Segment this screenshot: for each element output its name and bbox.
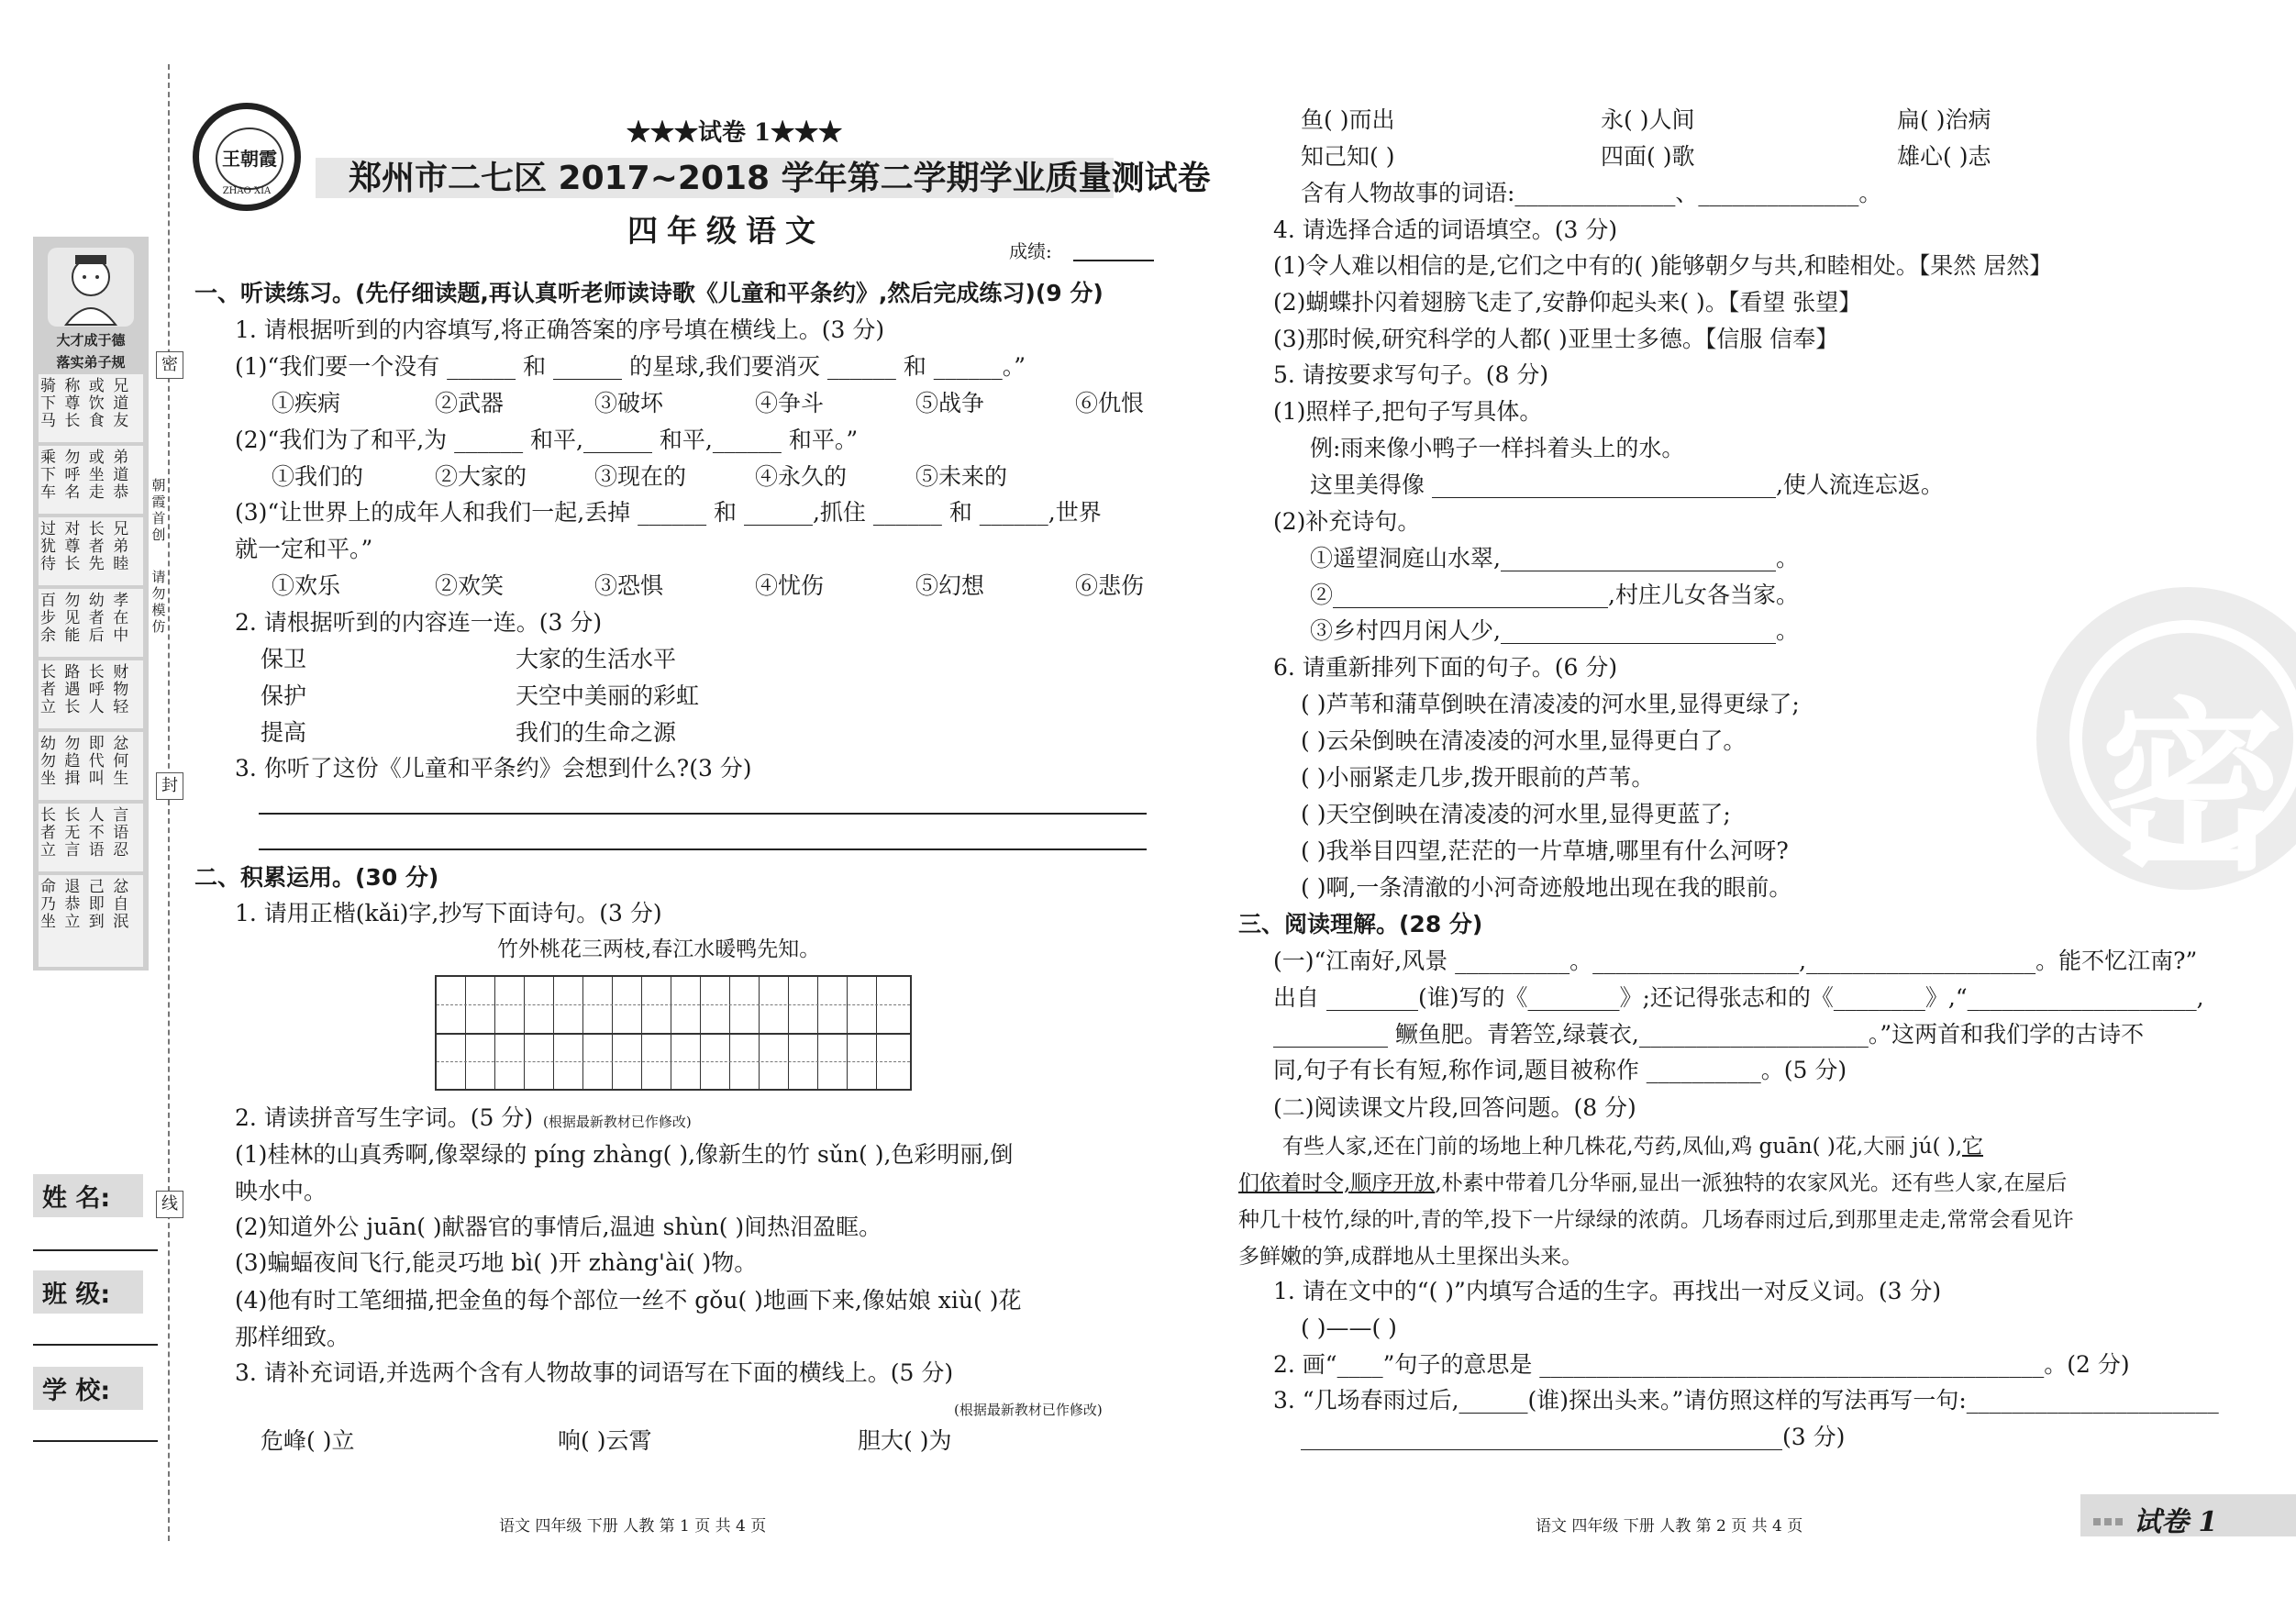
reading-1-line-1: (一)“江南好,风景 __________。__________________,____________________。能不忆江南?”	[1273, 948, 2198, 974]
option: ④争斗	[755, 390, 825, 416]
sidebar-verse: 过 对 长 兄 犹 尊 者 弟 待 长 先 睦	[39, 517, 143, 585]
reading-2-title: (二)阅读课文片段,回答问题。(8 分)	[1273, 1094, 1636, 1121]
idiom-blank[interactable]: 四面( )歌	[1601, 143, 1695, 170]
option: ①我们的	[272, 463, 364, 490]
question-2-4: 4. 请选择合适的词语填空。(3 分)	[1273, 216, 1618, 243]
decor-dots	[2093, 1512, 2126, 1529]
logo-text: 王朝霞	[216, 128, 283, 190]
score-field[interactable]	[1073, 260, 1154, 261]
paper-tag: ★★★试卷 1★★★	[627, 119, 843, 147]
match-left[interactable]: 保卫	[261, 646, 307, 672]
question-2-2-a: (1)桂林的山真秀啊,像翠绿的 píng zhàng( ),像新生的竹 sǔn( ),色彩明丽,倒	[235, 1141, 1014, 1168]
question-2-2-c: (3)蝙蝠夜间飞行,能灵巧地 bì( )开 zhàng'ài( )物。	[235, 1249, 758, 1276]
option: ②武器	[435, 390, 505, 416]
name-field[interactable]	[33, 1249, 158, 1251]
passage-line-3: 种几十枝竹,绿的叶,青的竿,投下一片绿绿的浓荫。几场春雨过后,到那里走走,常常会看见许	[1238, 1208, 2074, 1232]
question-2-3: 3. 请补充词语,并选两个含有人物故事的词语写在下面的横线上。(5 分)	[235, 1359, 954, 1386]
note: (根据最新教材已作修改)	[954, 1402, 1103, 1418]
idiom-blank[interactable]: 响( )云霄	[558, 1427, 652, 1454]
question-2-5-b: (2)补充诗句。	[1273, 508, 1421, 535]
question-2-2-b: (2)知道外公 juān( )献器官的事情后,温迪 shùn( )间热泪盈眶。	[235, 1214, 882, 1240]
reorder-item[interactable]: ( )啊,一条清澈的小河奇迹般地出现在我的眼前。	[1301, 874, 1792, 901]
class-label: 班 级:	[33, 1270, 143, 1314]
reading-1-line-3: __________ 鳜鱼肥。青箬笠,绿蓑衣,____________________。”这两首和我们学的古诗不	[1273, 1021, 2145, 1048]
option: ①疾病	[272, 390, 341, 416]
sidebar-verse: 骑 称 或 兄 下 尊 饮 道 马 长 食 友	[39, 374, 143, 442]
story-idioms-line[interactable]: 含有人物故事的词语:______________、______________。	[1301, 180, 1882, 206]
school-field[interactable]	[33, 1440, 158, 1442]
reorder-item[interactable]: ( )芦苇和蒲草倒映在清凌凌的河水里,显得更绿了;	[1301, 691, 1800, 717]
option: ⑥仇恨	[1075, 390, 1145, 416]
section-2-title: 二、积累运用。(30 分)	[194, 864, 439, 891]
sidebar-verse: 百 勿 幼 孝 步 见 者 在 余 能 后 中	[39, 589, 143, 657]
class-field[interactable]	[33, 1344, 158, 1346]
reading-question-3[interactable]: 3. “几场春雨过后,______(谁)探出头来。”请仿照这样的写法再写一句:______________________	[1273, 1387, 2219, 1414]
question-1-1: 1. 请根据听到的内容填写,将正确答案的序号填在横线上。(3 分)	[235, 316, 885, 343]
underlined-sentence: 它	[1962, 1135, 1984, 1159]
antonym-blanks[interactable]: ( )——( )	[1301, 1314, 1397, 1341]
seal-mark-3: 线	[156, 1191, 183, 1218]
idiom-blank[interactable]: 永( )人间	[1601, 106, 1695, 133]
option: ③现在的	[594, 463, 687, 490]
reading-question-3-line[interactable]: __________________________________________(3 分)	[1301, 1424, 1846, 1450]
stamp-character: 密	[2101, 682, 2285, 896]
question-2-4-b: (2)蝴蝶扑闪着翅膀飞走了,安静仰起头来( )。【看望 张望】	[1273, 289, 1862, 316]
question-2-5: 5. 请按要求写句子。(8 分)	[1273, 361, 1549, 388]
match-right[interactable]: 我们的生命之源	[516, 719, 677, 746]
poem-line: 竹外桃花三两枝,春江水暖鸭先知。	[497, 937, 821, 961]
logo-subtext: ZHAO XIA	[222, 186, 272, 196]
question-2-2-d: (4)他有时工笔细描,把金鱼的每个部位一丝不 gǒu( )地画下来,像姑娘 xiù( )花	[235, 1287, 1022, 1314]
reading-question-2[interactable]: 2. 画“____”句子的意思是 ____________________________________________。(2 分)	[1273, 1351, 2130, 1378]
question-2-6: 6. 请重新排列下面的句子。(6 分)	[1273, 654, 1618, 681]
question-2-5-a: (1)照样子,把句子写具体。	[1273, 398, 1543, 425]
sidebar-verse: 乘 勿 或 弟 下 呼 坐 道 车 名 走 恭	[39, 446, 143, 514]
footer-left: 语文 四年级 下册 人教 第 1 页 共 4 页	[499, 1517, 767, 1536]
sidebar-motto-1: 大才成于德	[56, 332, 126, 349]
option: ⑤战争	[915, 390, 985, 416]
question-1-1-c-cont: 就一定和平。”	[235, 536, 373, 562]
option: ①欢乐	[272, 572, 341, 599]
idiom-blank[interactable]: 扁( )治病	[1897, 106, 1991, 133]
match-right[interactable]: 天空中美丽的彩虹	[516, 682, 700, 709]
school-label: 学 校:	[33, 1367, 143, 1410]
question-1-1-b: (2)“我们为了和平,为 ______ 和平,______ 和平,______ 和平。”	[235, 427, 859, 453]
binding-line	[168, 64, 170, 1541]
passage-text: 有些人家,还在门前的场地上种几株花,芍药,凤仙,鸡 guān( )花,大丽 jú( ),	[1282, 1135, 1963, 1159]
reading-1-line-4: 同,句子有长有短,称作词,题目被称作 __________。(5 分)	[1273, 1057, 1847, 1083]
vertical-note-2: 请勿模仿	[151, 569, 166, 635]
match-right[interactable]: 大家的生活水平	[516, 646, 677, 672]
question-2-1: 1. 请用正楷(kǎi)字,抄写下面诗句。(3 分)	[235, 900, 662, 926]
answer-line[interactable]	[259, 848, 1147, 850]
sidebar-verse: 幼 勿 即 忿 勿 趋 代 何 坐 揖 叫 生	[39, 732, 143, 800]
reorder-item[interactable]: ( )小丽紧走几步,拨开眼前的芦苇。	[1301, 764, 1655, 791]
match-left[interactable]: 保护	[261, 682, 307, 709]
scholar-illustration	[48, 248, 134, 327]
reorder-item[interactable]: ( )云朵倒映在清凌凌的河水里,显得更白了。	[1301, 727, 1747, 754]
question-2-2: 2. 请读拼音写生字词。(5 分)	[235, 1104, 534, 1131]
vertical-note-1: 朝霞首创	[151, 477, 166, 543]
section-1-title: 一、听读练习。(先仔细读题,再认真听老师读诗歌《儿童和平条约》,然后完成练习)(9 分)	[194, 280, 1104, 306]
footer-right: 语文 四年级 下册 人教 第 2 页 共 4 页	[1536, 1517, 1803, 1536]
idiom-blank[interactable]: 雄心( )志	[1897, 143, 1991, 170]
note: (根据最新教材已作修改)	[543, 1114, 692, 1130]
writing-grid[interactable]	[435, 975, 912, 1091]
question-1-2: 2. 请根据听到的内容连一连。(3 分)	[235, 609, 603, 636]
underlined-sentence: 们依着时令,顺序开放	[1238, 1171, 1436, 1195]
idiom-blank[interactable]: 胆大( )为	[858, 1427, 952, 1454]
option: ②欢笑	[435, 572, 505, 599]
score-label: 成绩:	[1009, 240, 1052, 262]
option: ③恐惧	[594, 572, 664, 599]
question-1-1-a: (1)“我们要一个没有 ______ 和 ______ 的星球,我们要消灭 ______ 和 ______。”	[235, 353, 1026, 380]
option: ④永久的	[755, 463, 848, 490]
sidebar-verse: 长 长 人 言 者 无 不 语 立 言 语 忍	[39, 804, 143, 871]
seal-mark-2: 封	[156, 772, 183, 800]
publisher-logo	[193, 103, 301, 211]
idiom-blank[interactable]: 危峰( )立	[261, 1427, 355, 1454]
passage-line-1	[1282, 1133, 1983, 1160]
option: ⑤幻想	[915, 572, 985, 599]
name-label: 姓 名:	[33, 1174, 143, 1217]
sidebar-verse: 长 路 长 财 者 遇 呼 物 立 长 人 轻	[39, 660, 143, 728]
question-2-4-a: (1)令人难以相信的是,它们之中有的( )能够朝夕与共,和睦相处。【果然 居然】	[1273, 252, 2053, 279]
sidebar-motto-2: 落实弟子规	[56, 354, 126, 371]
option: ②大家的	[435, 463, 527, 490]
option: ④忧伤	[755, 572, 825, 599]
question-2-2-d-cont: 那样细致。	[235, 1324, 350, 1350]
reorder-item[interactable]: ( )天空倒映在清凌凌的河水里,显得更蓝了;	[1301, 801, 1731, 827]
option: ⑤未来的	[915, 463, 1008, 490]
paper-number: 试卷 1	[2134, 1506, 2218, 1538]
question-2-4-c: (3)那时候,研究科学的人都( )亚里士多德。【信服 信奉】	[1273, 326, 1839, 352]
passage-line-2	[1238, 1170, 2067, 1197]
poem-blank[interactable]: ③乡村四月闲人少,________________________。	[1310, 617, 1799, 644]
question-1-1-c: (3)“让世界上的成年人和我们一起,丢掉 ______ 和 ______,抓住 ______ 和 ______,世界	[235, 499, 1102, 526]
option: ③破坏	[594, 390, 664, 416]
question-2-2-a-cont: 映水中。	[235, 1178, 327, 1204]
example-sentence: 例:雨来像小鸭子一样抖着头上的水。	[1310, 435, 1685, 461]
reorder-item[interactable]: ( )我举目四望,茫茫的一片草塘,哪里有什么河呀?	[1301, 837, 1789, 864]
poem-blank[interactable]: ①遥望洞庭山水翠,________________________。	[1310, 545, 1799, 571]
match-left[interactable]: 提高	[261, 719, 307, 746]
reading-1-line-2: 出自 ________(谁)写的《________》;还记得张志和的《________》,“____________________,	[1273, 984, 2204, 1011]
idiom-blank[interactable]: 知己知( )	[1301, 143, 1395, 170]
option: ⑥悲伤	[1075, 572, 1145, 599]
seal-mark-1: 密	[156, 351, 183, 379]
section-3-title: 三、阅读理解。(28 分)	[1238, 911, 1483, 937]
passage-text: ,朴素中带着几分华丽,显出一派独特的农家风光。还有些人家,在屋后	[1435, 1171, 2068, 1195]
sidebar-verse: 命 退 己 忿 乃 恭 即 自 坐 立 到 泯	[39, 875, 143, 967]
idiom-blank[interactable]: 鱼( )而出	[1301, 106, 1395, 133]
exam-title: 郑州市二七区 2017~2018 学年第二学期学业质量测试卷	[349, 160, 1211, 197]
sentence-blank[interactable]: 这里美得像 ______________________________,使人流连忘返。	[1310, 471, 1944, 498]
subject-title: 四年级语文	[627, 213, 825, 249]
question-1-3: 3. 你听了这份《儿童和平条约》会想到什么?(3 分)	[235, 755, 752, 782]
poem-blank[interactable]: ②________________________,村庄儿女各当家。	[1310, 582, 1799, 608]
reading-question-1: 1. 请在文中的“( )”内填写合适的生字。再找出一对反义词。(3 分)	[1273, 1278, 1942, 1304]
answer-line[interactable]	[259, 813, 1147, 815]
passage-line-4: 多鲜嫩的笋,成群地从土里探出头来。	[1238, 1245, 1583, 1269]
